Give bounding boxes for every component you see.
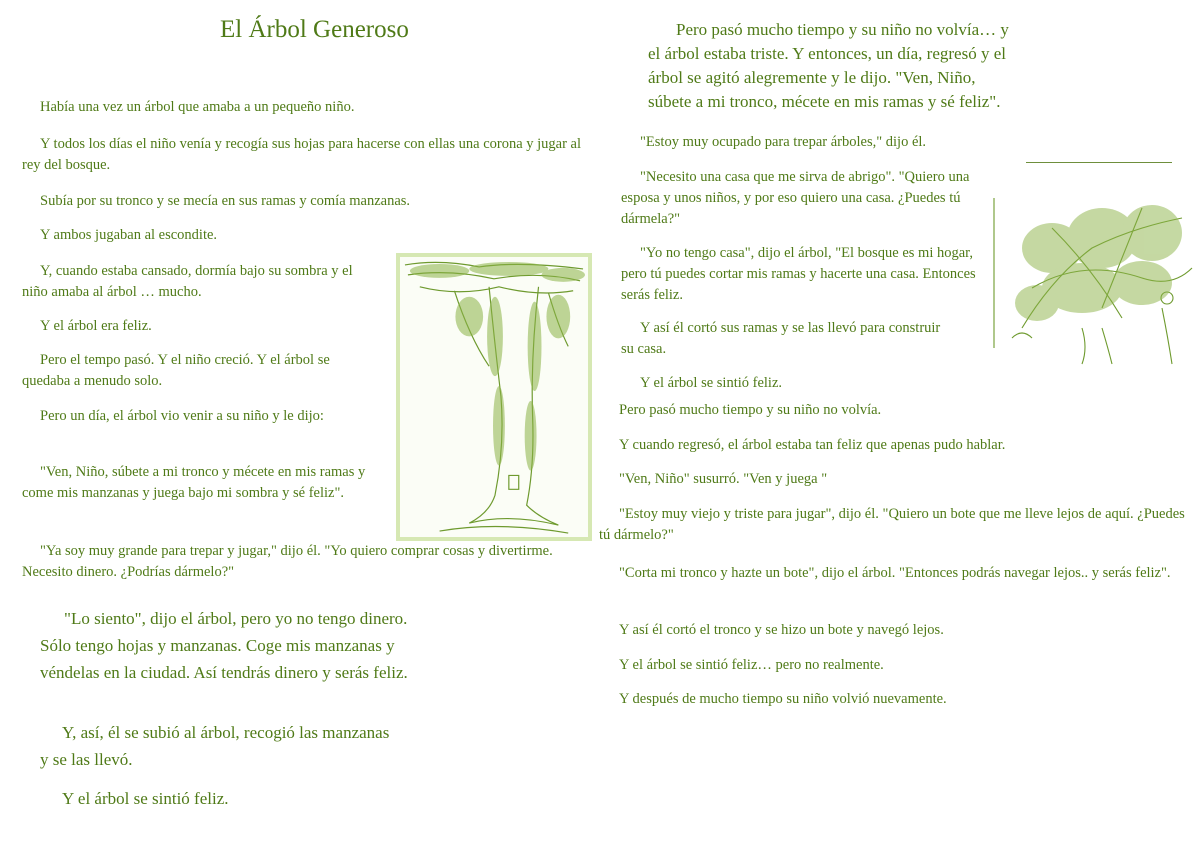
right-paragraph-11: "Corta mi tronco y hazte un bote", dijo el árbol. "Entonces podrás navegar lejos.. y serás feliz".: [619, 565, 1171, 581]
right-paragraph-2: "Estoy muy ocupado para trepar árboles," dijo él.: [640, 134, 927, 150]
left-paragraph-10: "Ya soy muy grande para trepar y jugar," dijo él. "Yo quiero comprar cosas y divertirme. Necesito dinero. ¿Podrías dármelo?": [22, 543, 553, 580]
right-paragraph-14: Y después de mucho tiempo su niño volvió nuevamente.: [619, 691, 947, 707]
left-paragraph-12: Y, así, él se subió al árbol, recogió las manzanas y se las llevó.: [40, 723, 390, 769]
right-paragraph-9: "Ven, Niño" susurró. "Ven y juega ": [619, 471, 828, 487]
right-paragraph-3: "Necesito una casa que me sirva de abrigo". "Quiero una esposa y unos niños, y por eso quiero una casa. ¿Puedes tú dármela?": [621, 169, 970, 227]
left-paragraph-11: "Lo siento", dijo el árbol, pero yo no tengo dinero. Sólo tengo hojas y manzanas. Coge mis manzanas y véndelas en la ciudad. Así tendrás dinero y serás feliz.: [40, 609, 408, 682]
tree-trunk-illustration: [396, 253, 592, 541]
branches-drawing: [992, 188, 1198, 366]
left-paragraph-13: Y el árbol se sintió feliz.: [62, 789, 229, 808]
left-paragraph-5: Y, cuando estaba cansado, dormía bajo su sombra y el niño amaba al árbol … mucho.: [22, 263, 353, 300]
tree-trunk-drawing: [400, 257, 588, 537]
boy-cutting-branches-illustration: [992, 188, 1198, 366]
right-paragraph-1: Pero pasó mucho tiempo y su niño no volvía… y el árbol estaba triste. Y entonces, un día, regresó y el árbol se agitó alegremente y le dijo. "Ven, Niño, súbete a mi tronco, mécete en mis ramas y sé feliz".: [648, 20, 1009, 111]
left-paragraph-2: Y todos los días el niño venía y recogía sus hojas para hacerse con ellas una corona y jugar al rey del bosque.: [22, 136, 582, 173]
left-paragraph-9: "Ven, Niño, súbete a mi tronco y mécete en mis ramas y come mis manzanas y juega bajo mi sombra y sé feliz".: [22, 464, 366, 501]
left-paragraph-8: Pero un día, el árbol vio venir a su niño y le dijo:: [40, 408, 324, 424]
right-paragraph-7: Pero pasó mucho tiempo y su niño no volvía.: [619, 402, 882, 418]
right-paragraph-4: "Yo no tengo casa", dijo el árbol, "El bosque es mi hogar, pero tú puedes cortar mis ramas y hacerte una casa. Entonces serás feliz.: [621, 245, 976, 303]
right-paragraph-13: Y el árbol se sintió feliz… pero no realmente.: [619, 657, 884, 673]
left-paragraph-4: Y ambos jugaban al escondite.: [40, 227, 218, 243]
right-paragraph-12: Y así él cortó el tronco y se hizo un bote y navegó lejos.: [619, 622, 944, 638]
right-paragraph-8: Y cuando regresó, el árbol estaba tan feliz que apenas pudo hablar.: [619, 437, 1006, 453]
right-paragraph-10: "Estoy muy viejo y triste para jugar", dijo él. "Quiero un bote que me lleve lejos de aquí. ¿Puedes tú dármelo?": [599, 506, 1185, 543]
decorative-divider: [1026, 162, 1172, 163]
left-paragraph-7: Pero el tempo pasó. Y el niño creció. Y el árbol se quedaba a menudo solo.: [22, 352, 330, 389]
left-paragraph-6: Y el árbol era feliz.: [40, 318, 152, 334]
right-paragraph-5: Y así él cortó sus ramas y se las llevó para construir su casa.: [621, 320, 941, 357]
left-paragraph-3: Subía por su tronco y se mecía en sus ramas y comía manzanas.: [40, 193, 411, 209]
left-paragraph-1: Había una vez un árbol que amaba a un pequeño niño.: [40, 99, 355, 115]
page-title: El Árbol Generoso: [220, 16, 409, 43]
right-paragraph-6: Y el árbol se sintió feliz.: [640, 375, 783, 391]
